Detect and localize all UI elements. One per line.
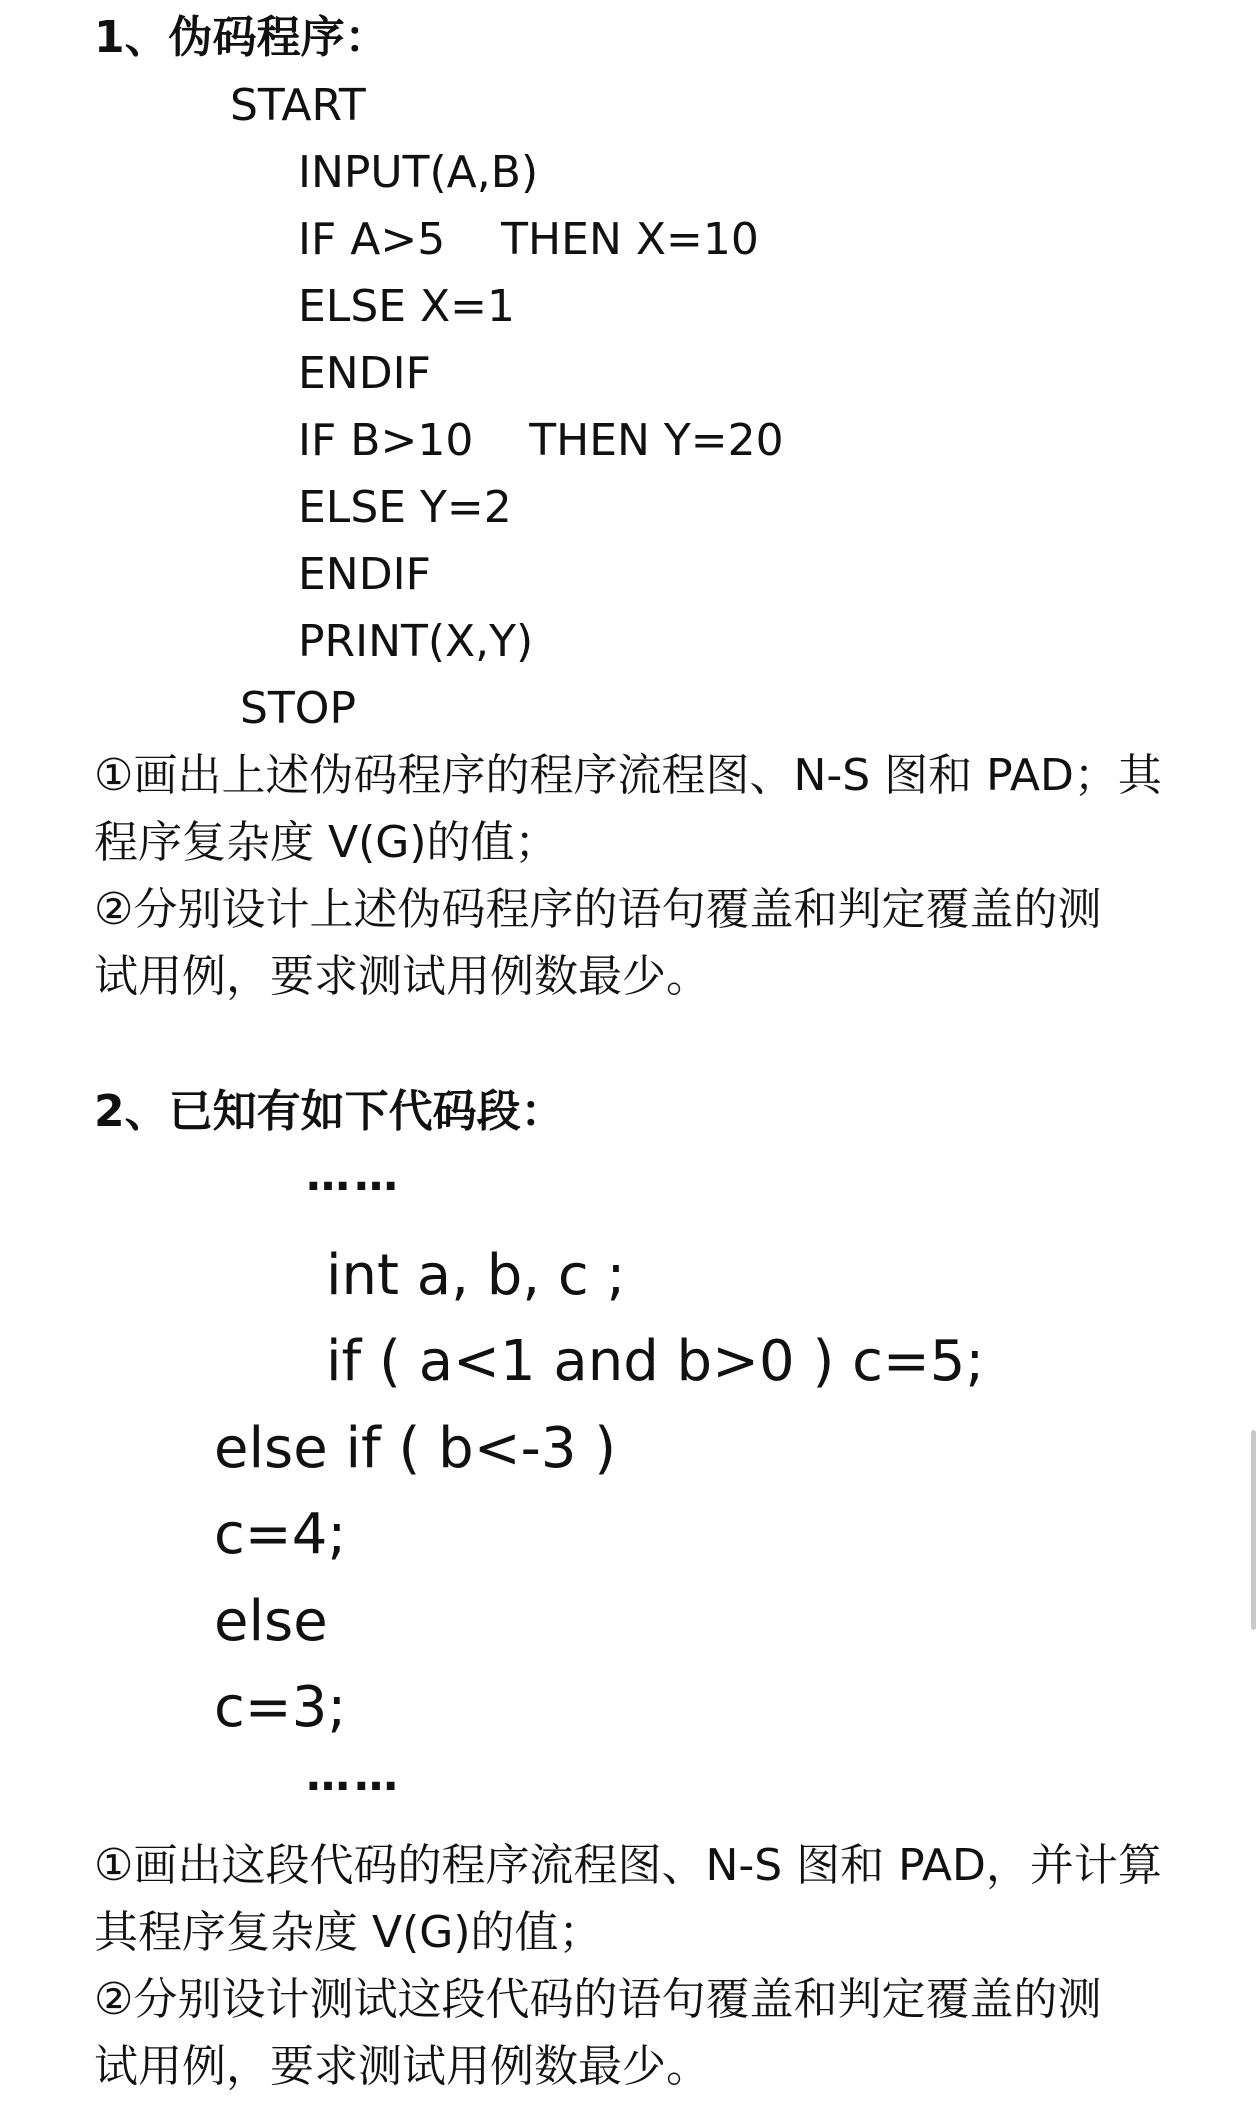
q1-code-endif-2: ENDIF xyxy=(298,549,431,600)
q1-code-if-b: IF B>10 THEN Y=20 xyxy=(298,415,784,466)
q2-task-1-line-1: ①画出这段代码的程序流程图、N-S 图和 PAD，并计算 xyxy=(94,1840,1162,1891)
question-2-heading: 2、已知有如下代码段： xyxy=(94,1086,565,1137)
q2-code-else: else xyxy=(214,1589,328,1654)
q1-task-1-line-1: ①画出上述伪码程序的程序流程图、N-S 图和 PAD；其 xyxy=(94,750,1162,801)
q2-code-c3: c=3; xyxy=(214,1675,347,1740)
q2-task-2-line-1: ②分别设计测试这段代码的语句覆盖和判定覆盖的测 xyxy=(94,1974,1102,2025)
q1-code-endif-1: ENDIF xyxy=(298,348,431,399)
q2-code-if: if ( a<1 and b>0 ) c=5; xyxy=(326,1329,985,1394)
vertical-scrollbar[interactable] xyxy=(1251,1430,1256,1630)
q2-ellipsis-top: …… xyxy=(306,1150,402,1201)
q2-task-1-line-2: 其程序复杂度 V(G)的值； xyxy=(94,1907,603,1958)
q2-task-2-line-2: 试用例，要求测试用例数最少。 xyxy=(94,2041,710,2092)
q1-task-1-line-2: 程序复杂度 V(G)的值； xyxy=(94,817,559,868)
q1-code-else-x: ELSE X=1 xyxy=(298,281,516,332)
q1-code-input: INPUT(A,B) xyxy=(298,147,539,198)
q1-code-start: START xyxy=(230,80,366,131)
q1-task-2-line-2: 试用例，要求测试用例数最少。 xyxy=(94,951,710,1002)
q2-code-declare: int a, b, c ; xyxy=(326,1243,626,1308)
q1-code-stop: STOP xyxy=(240,683,356,734)
q1-code-if-a: IF A>5 THEN X=10 xyxy=(298,214,759,265)
q2-code-c4: c=4; xyxy=(214,1502,347,1567)
q1-code-print: PRINT(X,Y) xyxy=(298,616,534,667)
q2-code-else-if: else if ( b<-3 ) xyxy=(214,1416,617,1481)
q1-task-2-line-1: ②分别设计上述伪码程序的语句覆盖和判定覆盖的测 xyxy=(94,884,1102,935)
q2-ellipsis-bottom: …… xyxy=(306,1750,402,1801)
question-1-heading: 1、伪码程序： xyxy=(94,12,389,63)
q1-code-else-y: ELSE Y=2 xyxy=(298,482,512,533)
